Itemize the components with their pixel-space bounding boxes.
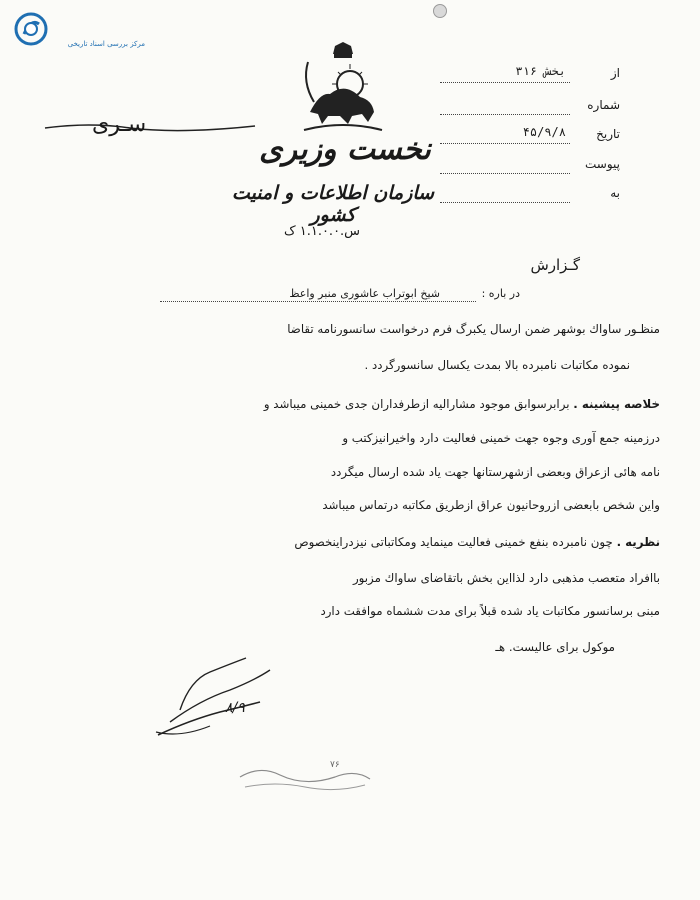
number-field xyxy=(440,98,620,120)
to-label: به xyxy=(610,186,620,200)
lion-sun-emblem-icon xyxy=(300,42,386,132)
body-line-8: باافراد متعصب مذهبی دارد لذااین بخش باتقاضای ساواك مزبور xyxy=(352,571,660,585)
opinion-paragraph xyxy=(294,535,660,549)
date-label: تاریخ xyxy=(596,127,620,141)
body-line-10: موکول برای عالیست. هـ xyxy=(495,640,615,654)
subject-value: شیخ ابوتراب عاشوری منبر واعظ xyxy=(289,287,440,300)
punch-hole xyxy=(433,4,447,18)
summary-label: خلاصه پیشینه . xyxy=(573,397,660,411)
body-line-1: منظـور ساواك بوشهر ضمن ارسال یکبرگ فرم درخواست سانسورنامه تقاضا xyxy=(287,322,660,336)
body-line-4: درزمینه جمع آوری وجوه جهت خمینی فعالیت دارد واخیرانیزکتب و xyxy=(342,431,660,445)
subject-field xyxy=(160,287,520,307)
watermark-text: مرکز بررسی اسناد تاریخی xyxy=(67,40,145,48)
stamp-mark xyxy=(235,757,375,797)
stamp-text: ۷۶ xyxy=(330,760,340,770)
body-line-9: مبنی برسانسور مکاتبات یاد شده قبلاً برای مدت ششماه موافقت دارد xyxy=(320,604,660,618)
attachment-field xyxy=(440,157,620,179)
signature-date: ۸/۹ xyxy=(225,700,245,716)
classification-underline xyxy=(40,108,260,144)
body-line-5: نامه هائی ازعراق وبعضی ازشهرستانها جهت یاد شده ارسال میگردد xyxy=(330,465,660,479)
report-title: گـزارش xyxy=(530,256,580,274)
from-field xyxy=(440,66,620,88)
body-line-6: واین شخص بابعضی ازروحانیون عراق ازطریق مکاتبه درتماس میباشد xyxy=(322,498,660,512)
summary-paragraph xyxy=(264,397,660,411)
body-line-7: چون نامبرده بنفع خمینی فعالیت مینماید ومکاتباتی نیزدراینخصوص xyxy=(294,535,613,549)
date-value: ۴۵/۹/۸ xyxy=(522,125,566,139)
from-value: بخش ۳۱۶ xyxy=(515,64,566,78)
number-label: شماره xyxy=(587,98,620,112)
to-field xyxy=(440,186,620,208)
from-label: از xyxy=(610,66,620,80)
subject-label: در باره : xyxy=(481,287,520,300)
attachment-label: پیوست xyxy=(585,157,620,171)
archive-logo-icon xyxy=(14,12,48,46)
date-field xyxy=(440,127,620,149)
body-line-2: نموده مکاتبات نامبرده بالا بمدت یکسال سانسورگردد . xyxy=(364,358,630,372)
signature xyxy=(150,650,280,740)
classification-label: سـری xyxy=(92,112,147,137)
organization-code: س.۱.۱.۰.۰ ک xyxy=(283,224,361,239)
opinion-label: نظریه . xyxy=(616,535,660,549)
organization-sub: سازمان اطلاعات و امنیت کشور xyxy=(231,182,435,226)
body-line-3: برابرسوابق موجود مشارالیه ازطرفداران جدی خمینی میباشد و xyxy=(263,397,570,411)
organization-main: نخست وزیری xyxy=(259,132,431,167)
